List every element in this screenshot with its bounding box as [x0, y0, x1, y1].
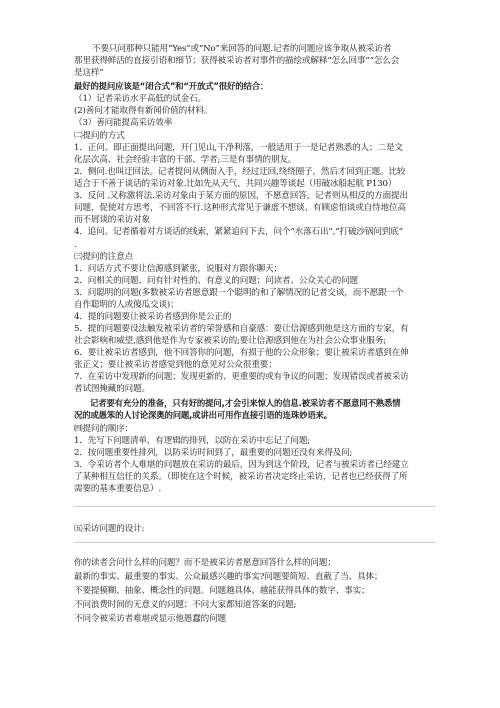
bold-paragraph-line: 记者要有充分的准备，只有好的提问,才会引来惊人的信息.被采访者不愿意同不熟悉情 [90, 398, 401, 408]
method-line: 3．反问 .又称激将法.采访对象由于某方面的原因，不愿意回答，记者则从相反的方面提出 [74, 191, 408, 201]
order-line: 3．令采访者个人难堪的问题放在采访的最后，因为到这个阶段，记者与被采访者已经建立 [74, 460, 409, 470]
divider [74, 506, 436, 507]
goal-item: （1）记者采访水平高低的试金石。 [74, 94, 206, 104]
design-line: 不要提模糊、抽象、概念性的问题。问题越具体、越能获得具体的数字、事实； [74, 586, 370, 596]
goal-item: （3）善问能提高采访效率 [74, 118, 173, 128]
goal-item: (2)善问才能取得有新闻价值的材料。 [74, 106, 213, 116]
design-line: 你的读者会问什么样的问题？而不是被采访者愿意回答什么样的问题； [74, 558, 336, 568]
method-line: 4．追问。记者循着对方谈话的线索，紧紧追问下去，问个“水落石出”,“打破沙锅问到底” [74, 227, 403, 237]
section-title-design: ㈤采访问题的设计: [74, 524, 145, 534]
order-line: 需要的基本重要信息）. [74, 484, 162, 494]
design-line: 最新的事实、最重要的事实、公众最感兴趣的事实?问题要简短、直截了当、具体； [74, 572, 383, 582]
note-line: 自作聪明的人或傻瓜交谈)； [74, 300, 179, 310]
order-line: 1．先写下问题清单，有逻辑的排列，以防在采访中忘记了问题; [74, 436, 311, 446]
note-line: 1．问话方式不要让信源感到紧张，说服对方跟你聊天； [74, 264, 282, 274]
intro-line: 不要只问那种只能用“Yes”或“No”来回答的问题.记者的问题应该争取从被采访者 [92, 44, 392, 54]
note-line: 张正义；要让被采访者感觉到他的意见对公众很重要； [74, 360, 277, 370]
method-line: 而不屑谈的采访对象 [74, 215, 150, 225]
intro-line: 那里获得鲜活的直接引语和细节；获得被采访者对事件的描绘或解释“怎么回事”“怎么会 [74, 56, 400, 66]
note-line: 4．提的问题要让被采访者感到你是公正的 [74, 312, 232, 322]
note-line: 2．问相关的问题、问有针对性的、有意义的问题；问读者、公众关心的问题 [74, 276, 358, 286]
divider [74, 542, 436, 543]
design-line: 不问令被采访者难堪或显示他愚蠢的问题 [74, 614, 226, 624]
order-line: 了某种相互信任的关系。（即使在这个时候，被采访者决定终止采访，记者也已经获得了所 [74, 472, 408, 482]
note-line: 6．要让被采访者感到，他不回答你的问题，有损于他的公众形象；要让被采访者感到在伸 [74, 348, 409, 358]
design-line: 不问浪费时间的无意义的问题；不问大家都知道答案的问题; [74, 600, 297, 610]
intro-line: 是这样” [74, 68, 104, 78]
method-line: 化层次高、社会经验丰富的干部、学者;三是有事情的朋友。 [74, 155, 297, 165]
note-line: 3．问聪明的问题(多数被采访者愿意跟一个聪明的和了解情况的记者交谈，而不愿跟一个 [74, 288, 404, 298]
method-line: 问题，促使对方思考，不回答不行.这种形式常见于谦虚不想谈、有顾虑怕谈或自恃地位高 [74, 203, 406, 213]
method-line: 适合于不善于谈话的采访对象.比如先从天气、共同兴趣等谈起（用破冰船起航 P130） [74, 179, 397, 189]
note-line: 7．在采访中发现新的问题；发现更新的、更重要的或有争议的问题；发现错误或者被采访 [74, 372, 409, 382]
heading-best-question: 最好的提问应该是“闭合式”和“开放式”很好的结合： [74, 81, 269, 91]
bold-paragraph-line: 况的或愚笨的人讨论深奥的问题,或讲出可用作直接引语的连珠妙语来。 [74, 410, 333, 420]
order-line: 2．按问题重要性排列，以防采访时间到了，最重要的问题还没有来得及问; [74, 448, 353, 458]
method-line: 1．正问。即正面提出问题，开门见山,干净利落，一般适用于一是记者熟悉的人；二是文 [74, 143, 403, 153]
note-line: 者试图掩藏的问题。 [74, 384, 150, 394]
section-title-notes: ㈢提问的注意点 [74, 252, 134, 262]
section-title-order: ㈣提问的顺序： [74, 424, 134, 434]
note-line: 5．提的问题要设法触发被采访者的荣誉感和自豪感：要让信源感到他是这方面的专家，有 [74, 324, 409, 334]
section-title-methods: ㈡提问的方式 [74, 131, 125, 141]
separator-dot: . [74, 240, 77, 249]
method-line: 2．侧问.也叫迂回法。记者提问从侧面入手，经过迂回,绕绕圈子，然后才回到正题。比较 [74, 167, 406, 177]
note-line: 社会影响和威望,感到他是作为专家被采访的;要让信源感到他在为社会公众事业服务; [74, 336, 387, 346]
